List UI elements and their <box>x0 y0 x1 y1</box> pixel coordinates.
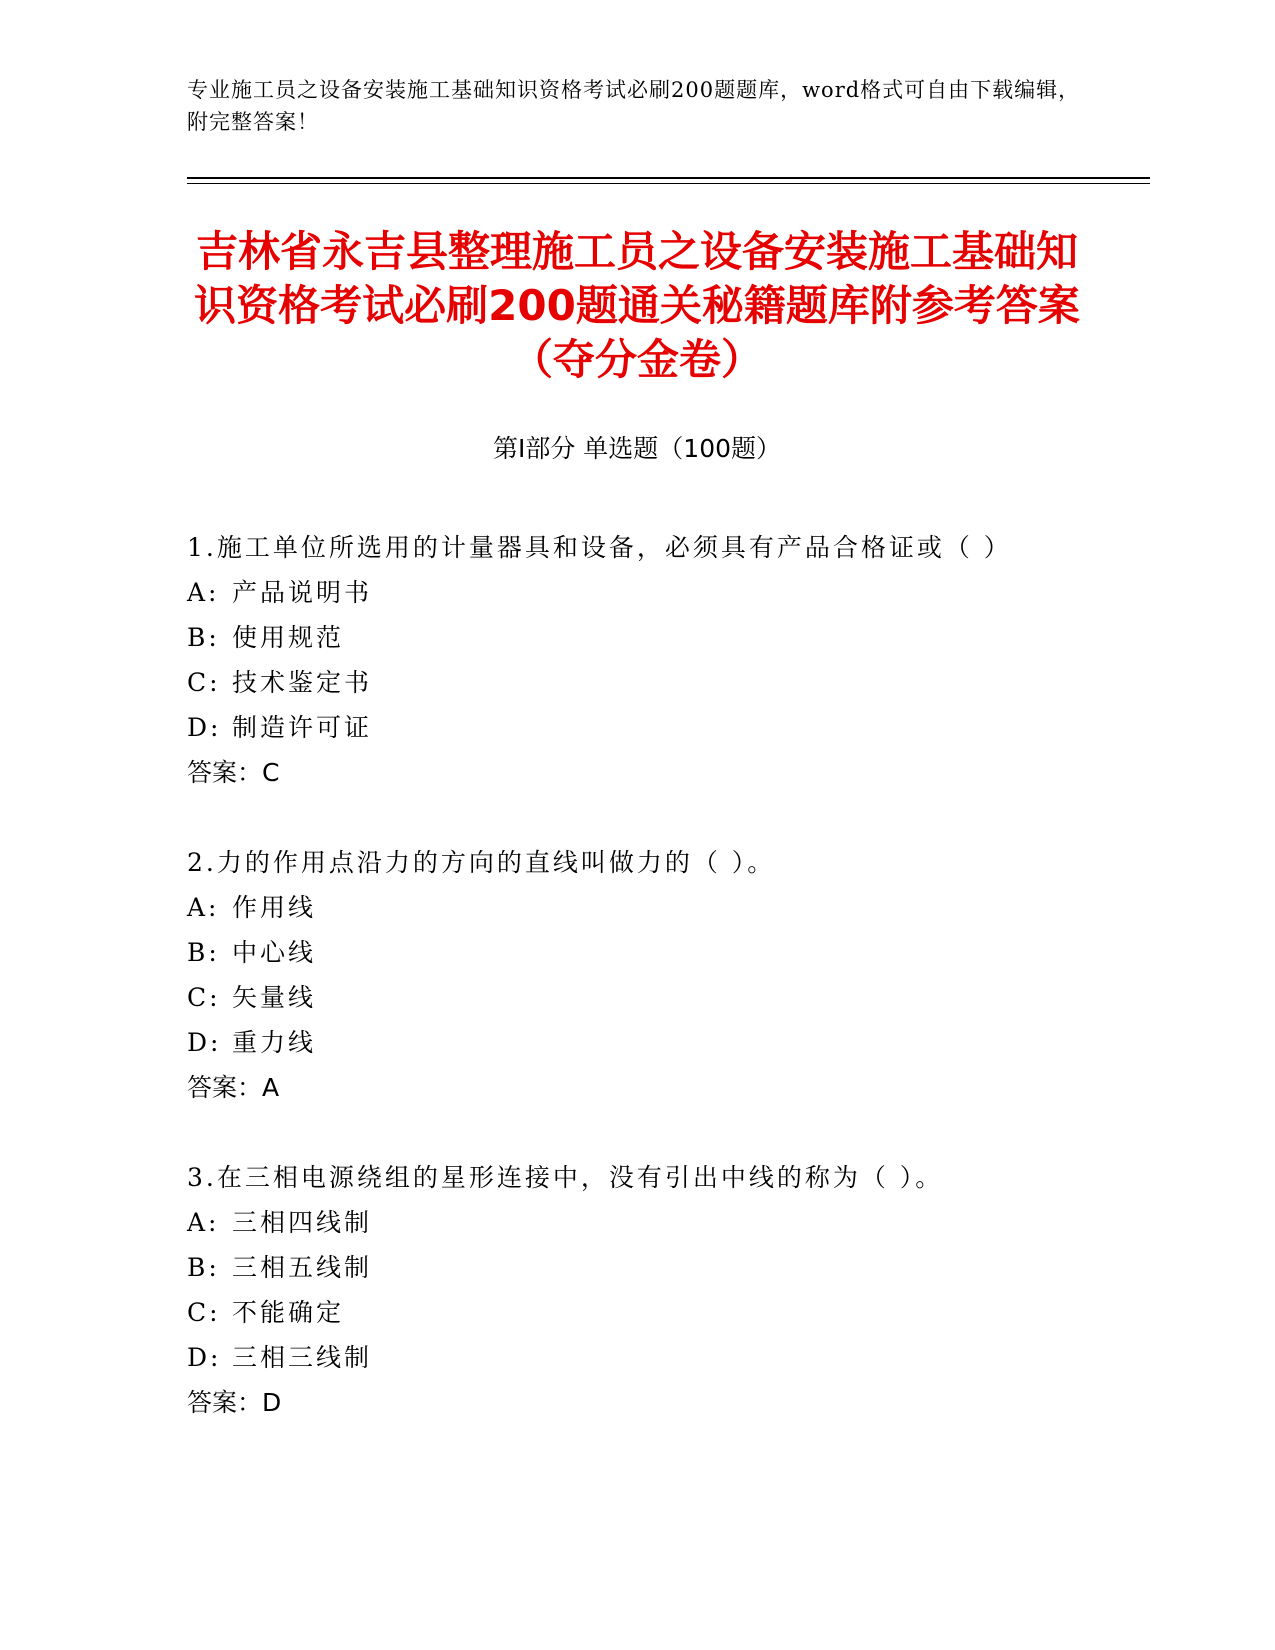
question-item <box>187 1160 1087 1430</box>
option-text: 重力线 <box>232 1028 317 1057</box>
option-text: 三相三线制 <box>232 1343 373 1372</box>
option-text: 使用规范 <box>232 623 345 652</box>
option-a <box>187 575 1087 620</box>
question-item <box>187 530 1087 800</box>
option-a <box>187 890 1087 935</box>
option-a <box>187 1205 1087 1250</box>
option-letter: B: <box>187 938 220 967</box>
option-c <box>187 980 1087 1025</box>
section-heading: 第Ⅰ部分 单选题（100题） <box>492 434 782 463</box>
option-d <box>187 1025 1087 1070</box>
option-text: 技术鉴定书 <box>232 668 373 697</box>
question-list <box>187 530 1087 1475</box>
option-letter: B: <box>187 1253 220 1282</box>
answer-line: 答案：A <box>187 1073 280 1102</box>
option-text: 三相五线制 <box>232 1253 373 1282</box>
option-letter: A: <box>187 893 220 922</box>
option-letter: D: <box>187 1343 222 1372</box>
option-text: 制造许可证 <box>232 713 373 742</box>
header-divider-thin <box>187 183 1150 184</box>
option-text: 中心线 <box>232 938 317 967</box>
option-text: 矢量线 <box>232 983 317 1012</box>
question-stem: 2.力的作用点沿力的方向的直线叫做力的（ ）。 <box>187 848 776 877</box>
option-letter: D: <box>187 713 222 742</box>
header-divider-thick <box>187 177 1150 179</box>
option-letter: C: <box>187 983 221 1012</box>
option-d <box>187 1340 1087 1385</box>
option-text: 不能确定 <box>232 1298 345 1327</box>
option-c <box>187 1295 1087 1340</box>
option-letter: B: <box>187 623 220 652</box>
option-d <box>187 710 1087 755</box>
option-text: 三相四线制 <box>232 1208 373 1237</box>
document-title: 吉林省永吉县整理施工员之设备安装施工基础知识资格考试必刷200题通关秘籍题库附参考答案（夺分金卷） <box>194 227 1080 384</box>
option-letter: A: <box>187 1208 220 1237</box>
answer-line: 答案：C <box>187 758 280 787</box>
option-letter: A: <box>187 578 220 607</box>
option-text: 作用线 <box>232 893 317 922</box>
option-text: 产品说明书 <box>232 578 373 607</box>
option-letter: D: <box>187 1028 222 1057</box>
option-letter: C: <box>187 668 221 697</box>
question-item <box>187 845 1087 1115</box>
option-letter: C: <box>187 1298 221 1327</box>
option-b <box>187 1250 1087 1295</box>
option-b <box>187 935 1087 980</box>
header-note: 专业施工员之设备安装施工基础知识资格考试必刷200题题库，word格式可自由下载编辑，附完整答案！ <box>187 78 1081 134</box>
option-b <box>187 620 1087 665</box>
option-c <box>187 665 1087 710</box>
answer-line: 答案：D <box>187 1388 282 1417</box>
question-stem: 1.施工单位所选用的计量器具和设备，必须具有产品合格证或（ ） <box>187 533 1012 562</box>
question-stem: 3.在三相电源绕组的星形连接中，没有引出中线的称为（ ）。 <box>187 1163 944 1192</box>
